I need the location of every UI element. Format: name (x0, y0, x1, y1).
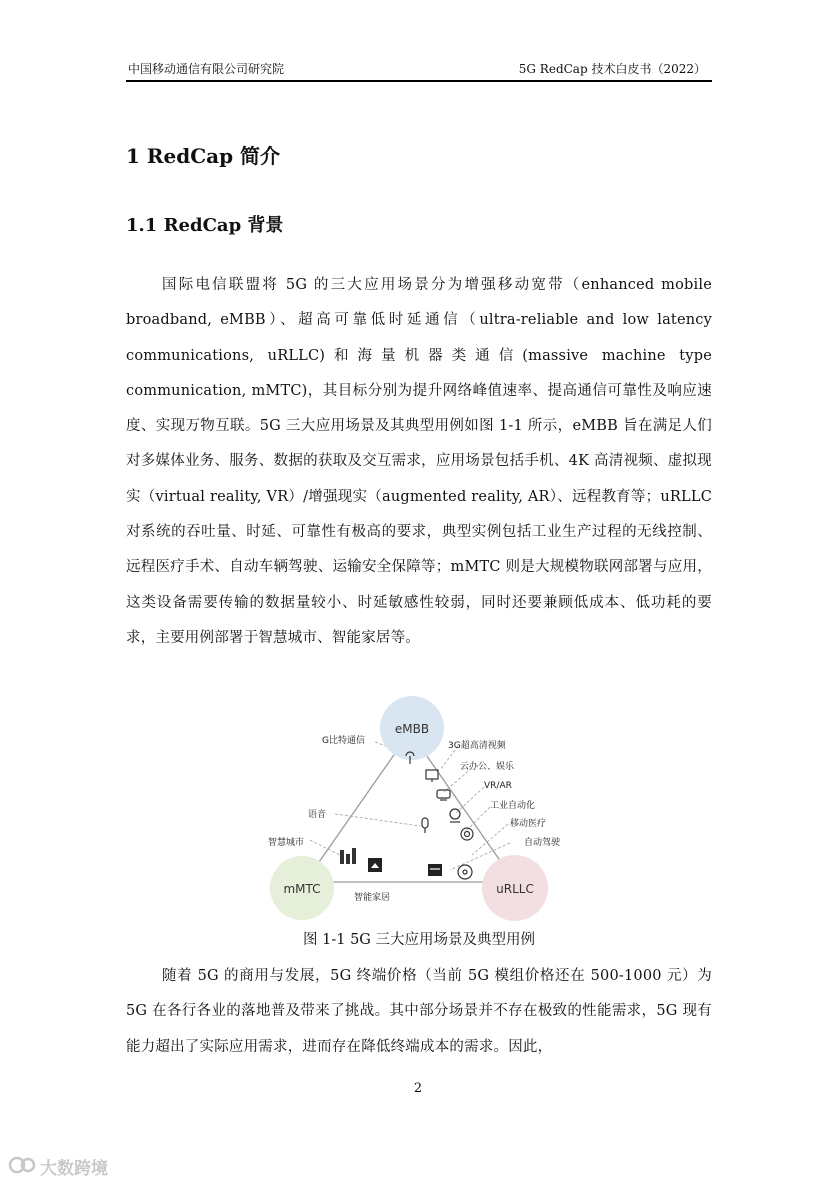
microphone-icon (422, 818, 428, 833)
watermark-logo-icon (8, 1154, 36, 1176)
label-hd3d: 3G超高清视频 (448, 741, 506, 751)
header-org: 中国移动通信有限公司研究院 (128, 62, 285, 76)
node-urllc-label: uRLLC (496, 882, 534, 896)
figure-5g-scenarios (260, 690, 580, 926)
body-paragraph-1: 国际电信联盟将 5G 的三大应用场景分为增强移动宽带（enhanced mobile broadband, eMBB）、超高可靠低时延通信（ultra-reliable and low latency communications, uRLLC)和海量机器类通信(massive machine type communication, mMTC)，其目标分别为提升网络峰值速率、提高通信可靠性及响应速度、实现万物互联。5G 三大应用场景及其典型用例如图 1-1 所示，eMBB 旨在满足人们对多媒体业务、服务、数据的获取及交互需求，应用场景包括手机、4K 高清视频、虚拟现实（virtual reality, VR）/增强现实（augmented reality, AR）、远程教育等；uRLLC 对系统的吞吐量、时延、可靠性有极高的要求，典型实例包括工业生产过程的无线控制、远程医疗手术、自动车辆驾驶、运输安全保障等；mMTC 则是大规模物联网部署与应用，这类设备需要传输的数据量较小、时延敏感性较弱，同时还要兼顾低成本、低功耗的要求，主要用例部署于智慧城市、智能家居等。 (126, 277, 712, 646)
watermark-text: 大数跨境 (40, 1159, 108, 1179)
node-embb-label: eMBB (394, 722, 430, 736)
watermark (8, 1154, 118, 1179)
home-icon (368, 858, 382, 872)
figure-caption: 图 1-1 5G 三大应用场景及典型用例 (303, 932, 535, 948)
label-vrar: VR/AR (484, 781, 512, 791)
robot-icon (450, 809, 460, 822)
label-driving: 自动驾驶 (524, 838, 561, 848)
label-industry: 工业自动化 (490, 801, 536, 811)
page-number: 2 (413, 1081, 423, 1096)
building-icon (340, 848, 356, 864)
label-home: 智能家居 (354, 893, 391, 903)
label-medical: 移动医疗 (510, 819, 547, 829)
medical-box-icon (428, 864, 442, 876)
page-header (126, 56, 712, 82)
body-paragraph-2: 随着 5G 的商用与发展，5G 终端价格（当前 5G 模组价格还在 500-1000 元）为 5G 在各行各业的落地普及带来了挑战。其中部分场景并不存在极致的性能需求，5G 现有能力超出了实际应用需求，进而存在降低终端成本的需求。因此， (126, 968, 712, 1055)
chapter-heading: 1 RedCap 简介 (126, 144, 281, 168)
monitor-icon (426, 770, 438, 782)
label-cloud: 云办公、娱乐 (460, 762, 515, 772)
label-city: 智慧城市 (268, 838, 305, 848)
node-mmtc-label: mMTC (283, 882, 321, 896)
section-heading: 1.1 RedCap 背景 (126, 215, 284, 236)
label-gbit: G比特通信 (322, 736, 365, 746)
headset-icon (437, 790, 450, 800)
steering-wheel-icon (458, 865, 472, 879)
label-voice: 语音 (308, 810, 327, 820)
header-doc-title: 5G RedCap 技术白皮书（2022） (518, 62, 706, 76)
